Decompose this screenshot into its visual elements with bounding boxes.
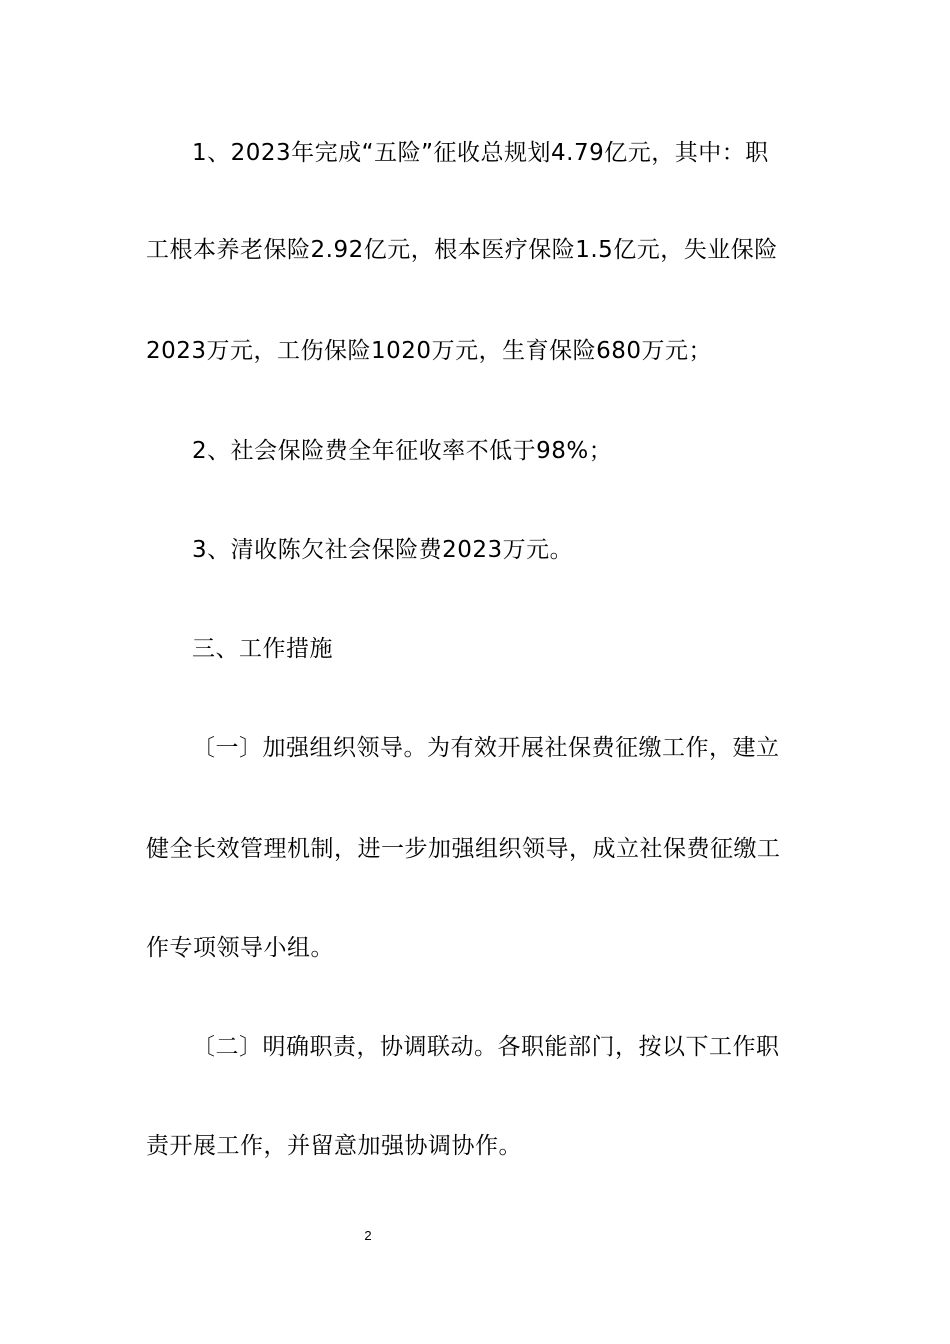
paragraph-line-4: 2、社会保险费全年征收率不低于98%； (192, 438, 613, 464)
paragraph-line-9: 作专项领导小组。 (146, 935, 334, 961)
paragraph-line-2: 工根本养老保险2.92亿元，根本医疗保险1.5亿元，失业保险 (146, 237, 778, 263)
paragraph-line-3: 2023万元，工伤保险1020万元，生育保险680万元； (146, 338, 712, 364)
paragraph-line-5: 3、清收陈欠社会保险费2023万元。 (192, 537, 574, 563)
paragraph-line-7: 〔一〕加强组织领导。为有效开展社保费征缴工作，建立 (192, 735, 780, 761)
paragraph-line-11: 责开展工作，并留意加强协调协作。 (146, 1133, 522, 1159)
section-heading: 三、工作措施 (192, 636, 333, 662)
paragraph-line-8: 健全长效管理机制，进一步加强组织领导，成立社保费征缴工 (146, 836, 781, 862)
paragraph-line-1: 1、2023年完成“五险”征收总规划4.79亿元，其中：职 (192, 140, 769, 166)
paragraph-line-10: 〔二〕明确职责，协调联动。各职能部门，按以下工作职 (192, 1034, 780, 1060)
page-number: 2 (364, 1228, 372, 1243)
